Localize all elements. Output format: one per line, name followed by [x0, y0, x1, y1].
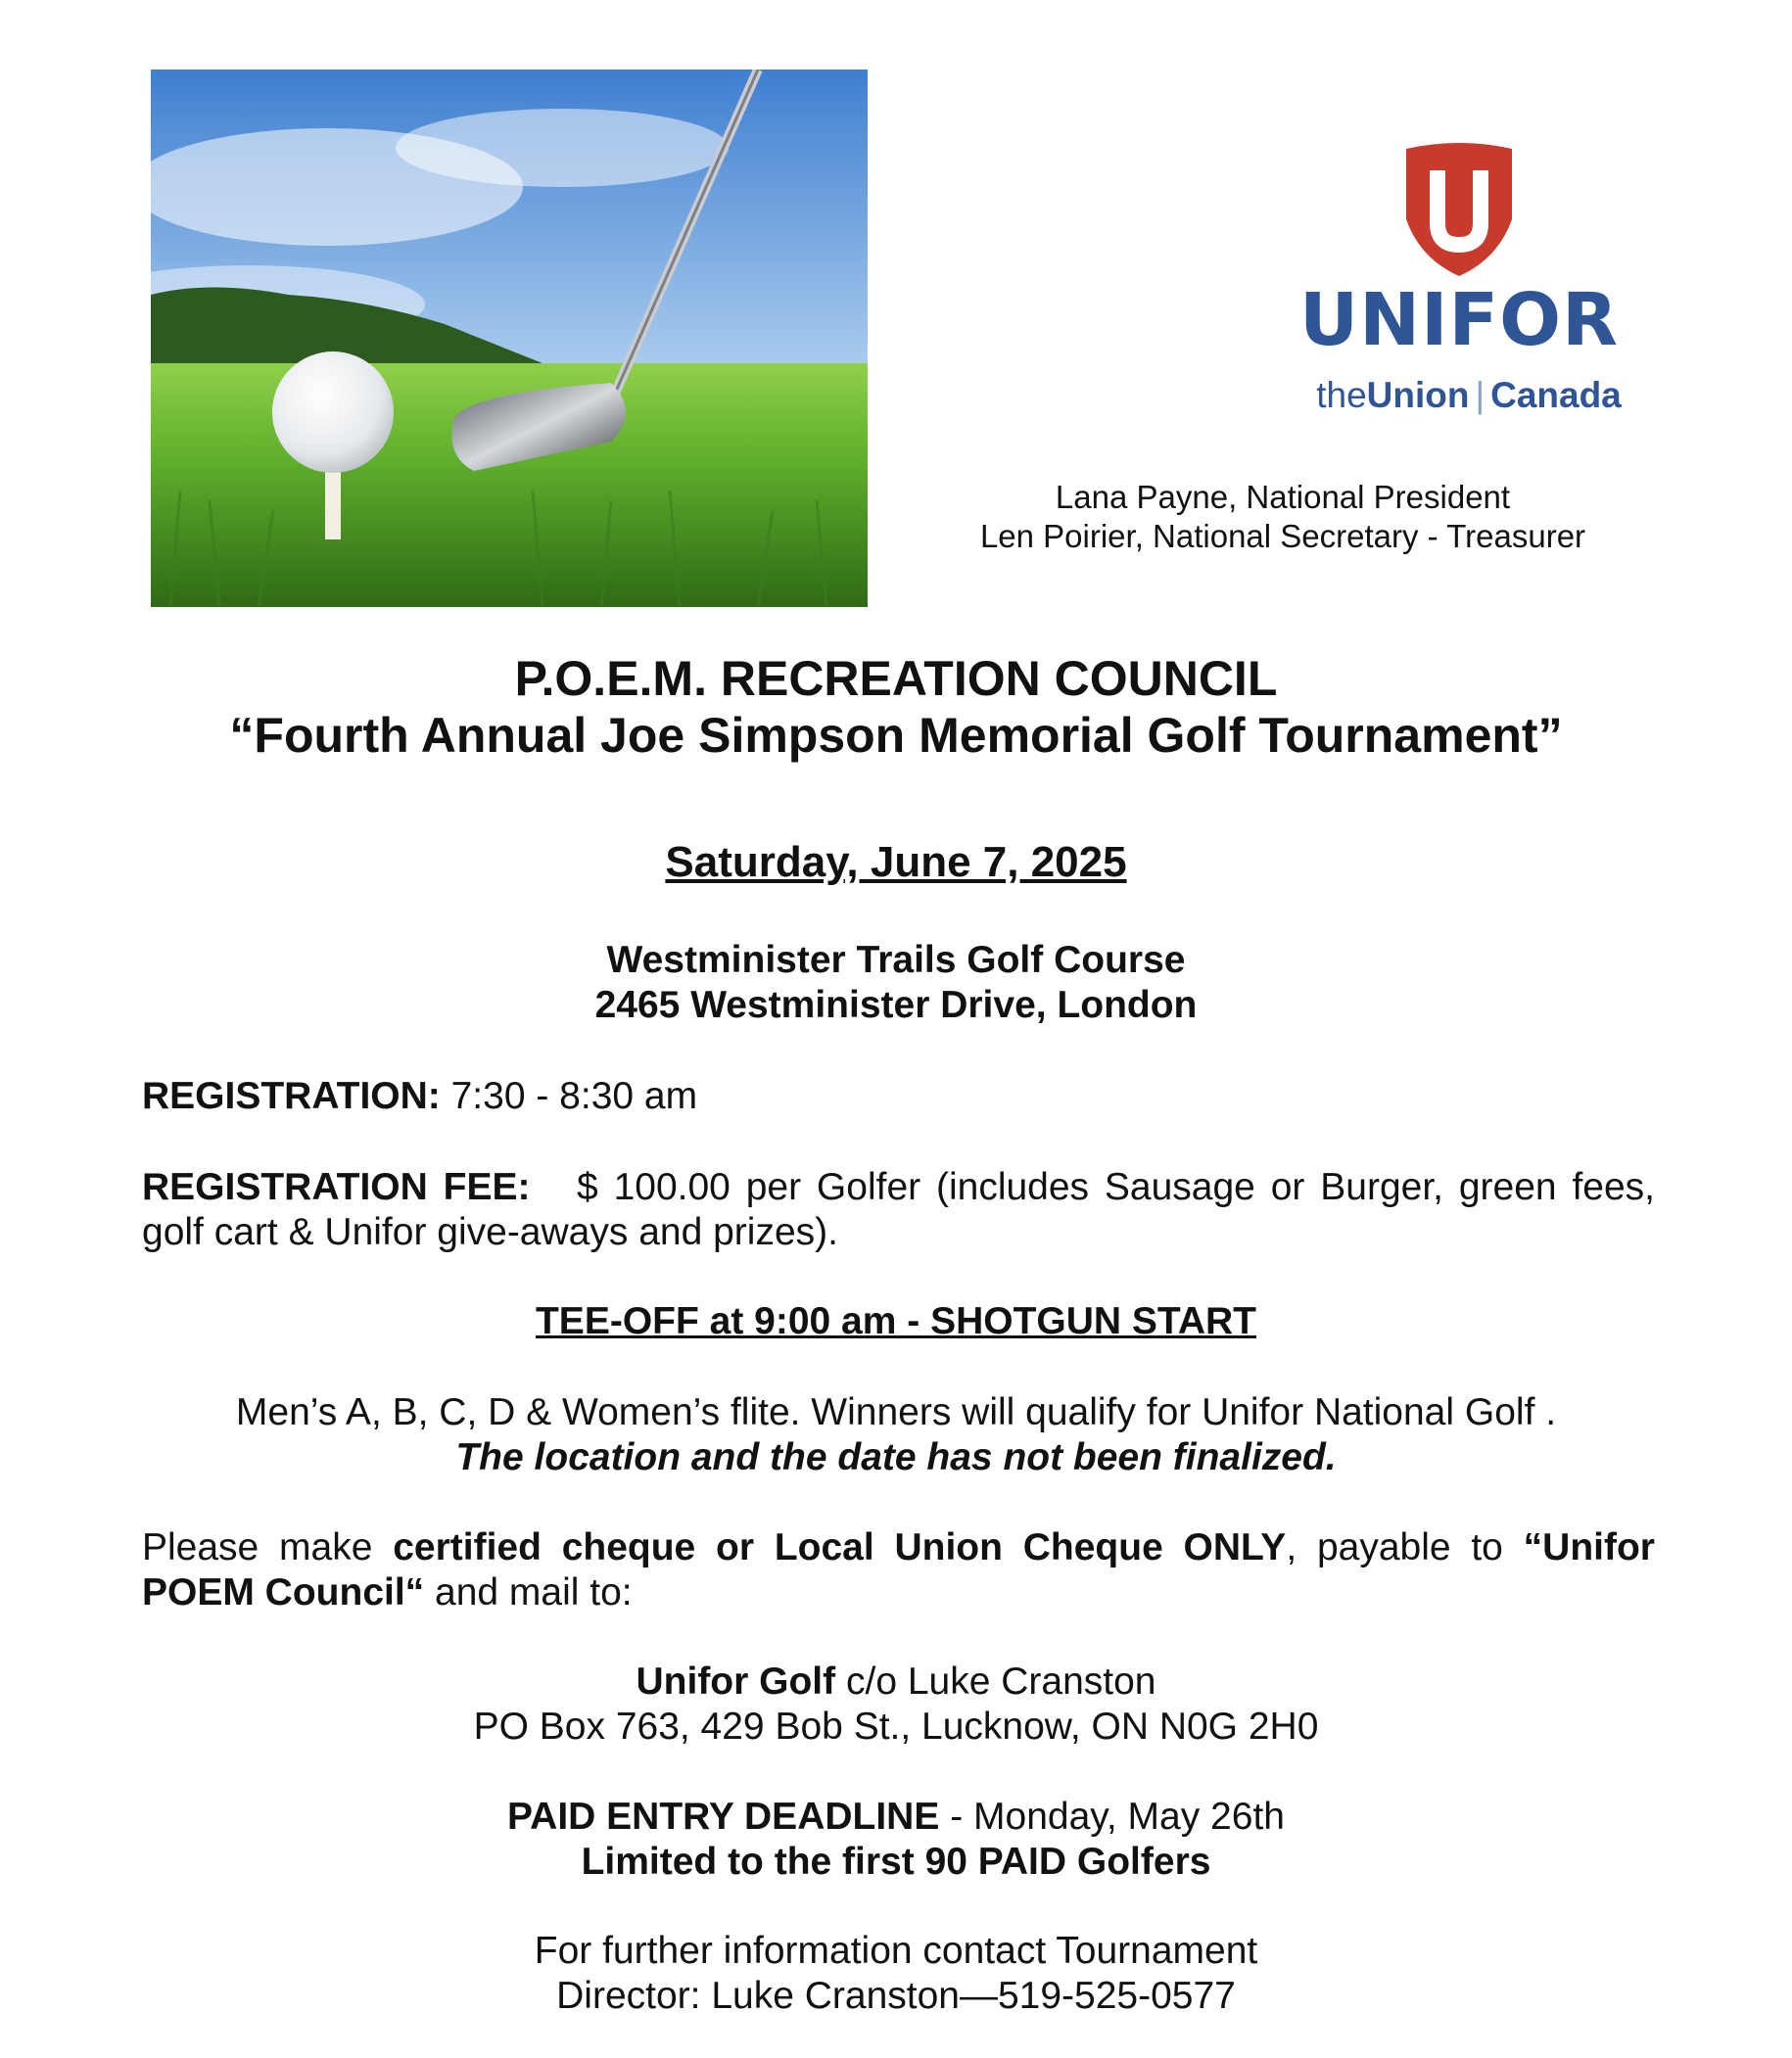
payment-paragraph	[142, 1525, 1655, 1615]
payment-mid: , payable to	[1286, 1526, 1503, 1568]
unifor-logo	[1273, 137, 1645, 431]
mailing-address	[0, 1660, 1792, 1750]
registration-label: REGISTRATION:	[142, 1075, 441, 1117]
page-title	[0, 650, 1792, 764]
logo-tagline	[1293, 377, 1645, 413]
mail-name-bold: Unifor Golf	[636, 1660, 836, 1703]
contact-line-2: Director: Luke Cranston—519-525-0577	[556, 1975, 1236, 2017]
fee-text: $ 100.00 per Golfer (includes Sausage or Burger, green fees, golf cart & Unifor give-aways and prizes).	[142, 1166, 1655, 1253]
venue-address: 2465 Westminister Drive, London	[594, 984, 1198, 1026]
flights-line-2: The location and the date has not been finalized.	[455, 1436, 1337, 1478]
fee-paragraph	[142, 1165, 1655, 1255]
golf-hero-image	[151, 70, 868, 607]
payment-pre: Please make	[142, 1526, 373, 1568]
president-line: Lana Payne, National President	[1055, 479, 1511, 515]
treasurer-line: Len Poirier, National Secretary - Treasurer	[979, 518, 1586, 554]
registration-line	[142, 1074, 1655, 1119]
mail-name-line	[0, 1660, 1792, 1705]
payment-post: and mail to:	[435, 1571, 633, 1614]
mail-address-line: PO Box 763, 429 Bob St., Lucknow, ON N0G 2H0	[473, 1706, 1319, 1748]
flights-line-1: Men’s A, B, C, D & Women’s flite. Winners will qualify for Unifor National Golf .	[235, 1391, 1557, 1433]
tagline-canada: Canada	[1490, 375, 1622, 415]
contact-line-1: For further information contact Tournament	[534, 1930, 1258, 1972]
deadline-limit: Limited to the first 90 PAID Golfers	[581, 1841, 1211, 1883]
contact-block	[0, 1929, 1792, 2019]
title-line-2: “Fourth Annual Joe Simpson Memorial Golf Tournament”	[229, 708, 1563, 763]
officers-block	[911, 478, 1655, 556]
flights-block	[0, 1390, 1792, 1480]
payment-method: certified cheque or Local Union Cheque ONLY	[393, 1526, 1287, 1568]
venue-name: Westminister Trails Golf Course	[606, 939, 1186, 981]
deadline-line	[0, 1795, 1792, 1840]
venue-block	[0, 938, 1792, 1028]
tee-off-text: TEE-OFF at 9:00 am - SHOTGUN START	[535, 1300, 1256, 1342]
mail-name-rest: c/o Luke Cranston	[845, 1660, 1156, 1703]
deadline-block	[0, 1795, 1792, 1885]
unifor-wordmark: UNIFOR	[1299, 278, 1619, 362]
event-date: Saturday, June 7, 2025	[665, 838, 1127, 886]
deadline-date: - Monday, May 26th	[950, 1796, 1285, 1838]
fee-label: REGISTRATION FEE:	[142, 1166, 531, 1208]
payment-payee: “Unifor POEM Council“	[142, 1526, 1655, 1614]
tagline-the: the	[1316, 375, 1367, 415]
registration-time: 7:30 - 8:30 am	[450, 1075, 698, 1117]
deadline-label: PAID ENTRY DEADLINE	[507, 1796, 940, 1838]
tee-off-line	[0, 1299, 1792, 1344]
tagline-union: Union	[1366, 375, 1470, 415]
title-line-1: P.O.E.M. RECREATION COUNCIL	[514, 651, 1278, 706]
unifor-shield-icon	[1400, 143, 1518, 280]
tagline-divider: |	[1475, 375, 1485, 415]
